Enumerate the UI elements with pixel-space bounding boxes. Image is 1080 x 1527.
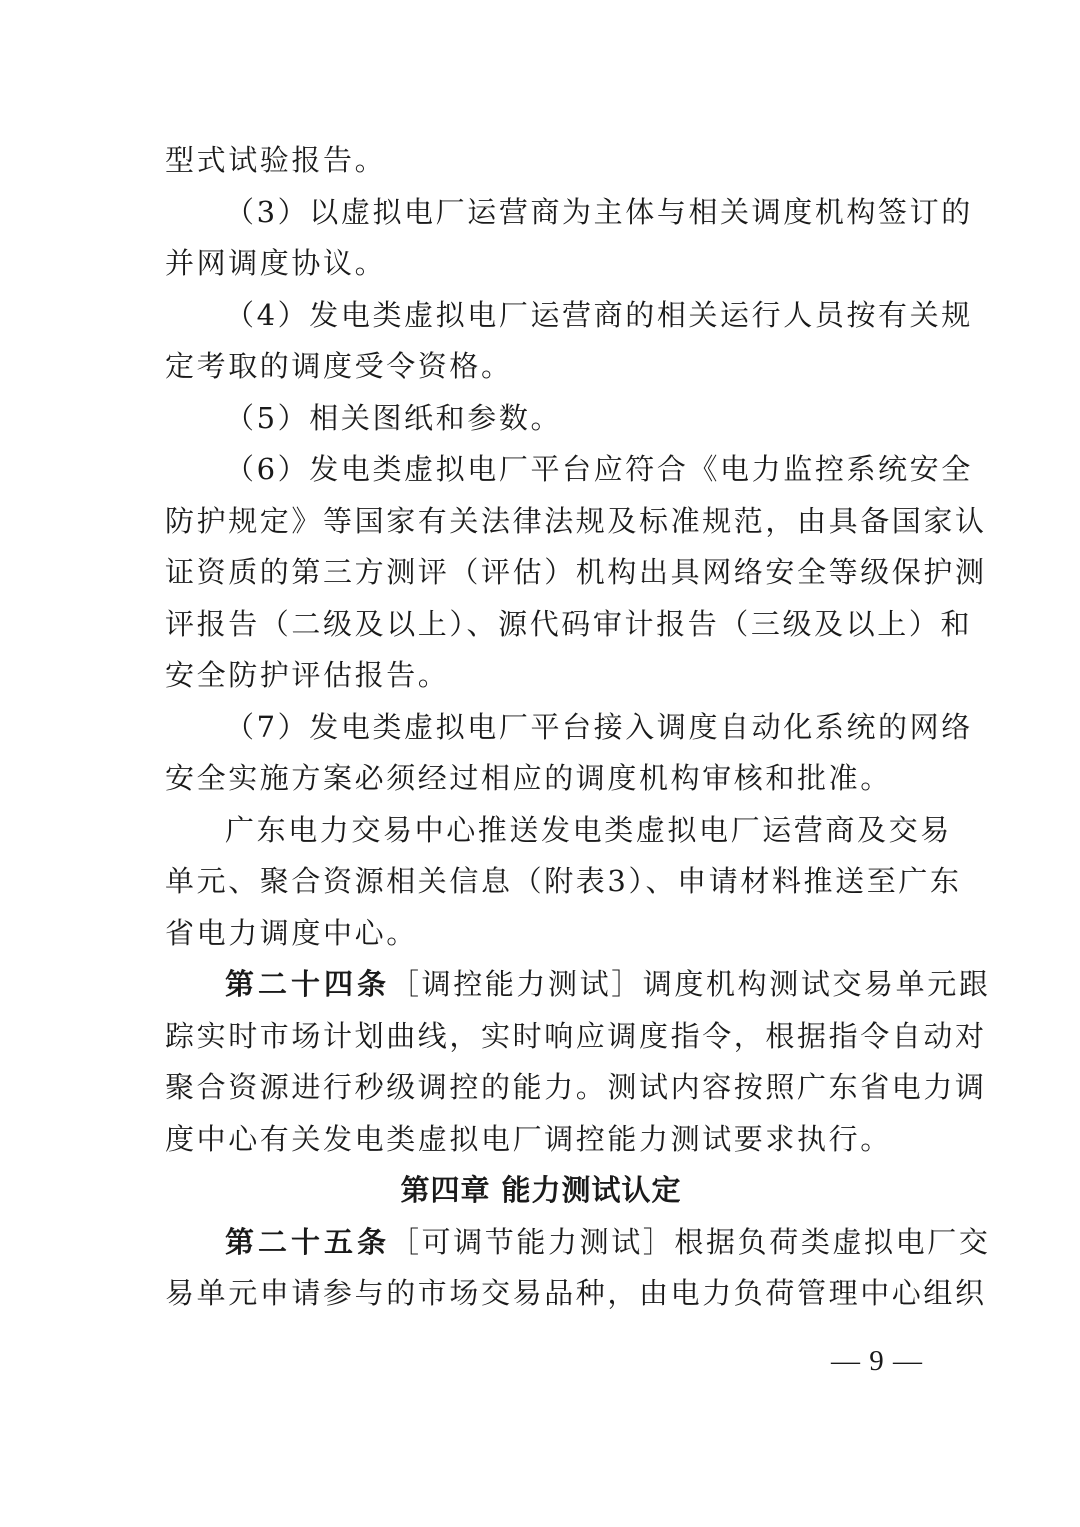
article-heading: 第二十四条 — [225, 967, 391, 1001]
list-item-7: （7）发电类虚拟电厂平台接入调度自动化系统的网络 — [225, 709, 973, 744]
list-item-6: （6）发电类虚拟电厂平台应符合《电力监控系统安全 — [225, 452, 973, 486]
article-text: ［可调节能力测试］根据负荷类虚拟电厂交 — [390, 1224, 991, 1259]
paragraph-line: 评报告（二级及以上）、源代码审计报告（三级及以上）和 — [165, 606, 973, 641]
paragraph-start: 广东电力交易中心推送发电类虚拟电厂运营商及交易 — [225, 812, 952, 847]
list-item-4: （4）发电类虚拟电厂运营商的相关运行人员按有关规 — [225, 297, 973, 332]
chapter-heading: 第四章 能力测试认定 — [400, 1173, 682, 1207]
paragraph-line: 防护规定》等国家有关法律法规及标准规范，由具备国家认 — [165, 503, 987, 538]
paragraph-line: 定考取的调度受令资格。 — [165, 349, 513, 383]
paragraph-line: 型式试验报告。 — [165, 143, 387, 177]
paragraph-line: 省电力调度中心。 — [165, 915, 418, 950]
list-item-5: （5）相关图纸和参数。 — [225, 400, 563, 435]
paragraph-line: 并网调度协议。 — [165, 246, 387, 280]
article-25 — [165, 1217, 991, 1269]
list-item-3: （3）以虚拟电厂运营商为主体与相关调度机构签订的 — [225, 194, 973, 229]
article-24 — [165, 959, 991, 1011]
paragraph-line: 聚合资源进行秒级调控的能力。测试内容按照广东省电力调 — [165, 1070, 987, 1104]
paragraph-line: 度中心有关发电类虚拟电厂调控能力测试要求执行。 — [165, 1121, 892, 1156]
article-text: ［调控能力测试］调度机构测试交易单元跟 — [390, 967, 991, 1001]
article-heading: 第二十五条 — [225, 1224, 391, 1259]
paragraph-line: 安全防护评估报告。 — [165, 658, 450, 692]
paragraph-line: 安全实施方案必须经过相应的调度机构审核和批准。 — [165, 761, 892, 795]
page-number: — 9 — — [831, 1345, 923, 1377]
paragraph-line: 踪实时市场计划曲线，实时响应调度指令，根据指令自动对 — [165, 1018, 987, 1053]
paragraph-line: 单元、聚合资源相关信息（附表3）、申请材料推送至广东 — [165, 864, 962, 898]
paragraph-line: 易单元申请参与的市场交易品种，由电力负荷管理中心组织 — [165, 1276, 987, 1310]
paragraph-line: 证资质的第三方测评（评估）机构出具网络安全等级保护测 — [165, 555, 987, 589]
document-body — [165, 135, 991, 1320]
